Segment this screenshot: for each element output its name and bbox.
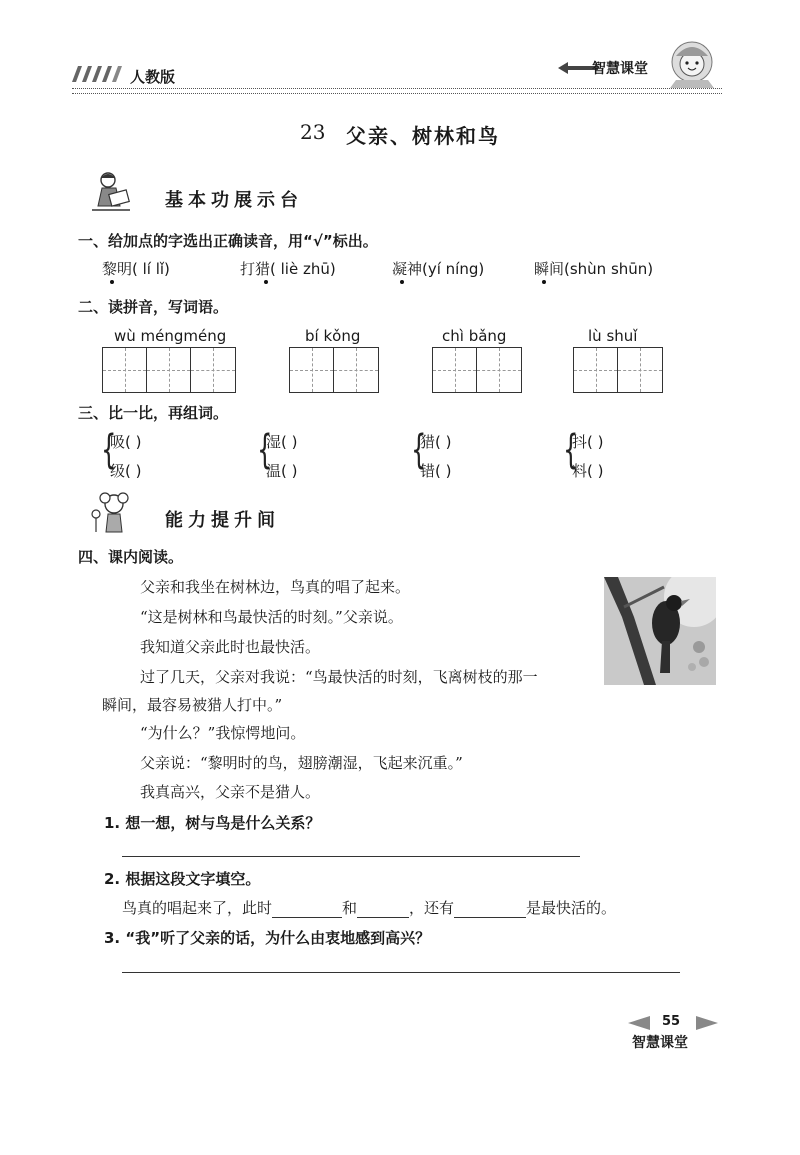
brace-symbol: { — [101, 427, 117, 473]
section-title-ability: 能力提升间 — [165, 510, 280, 531]
pronunciation-item[interactable]: 凝神(yí níng) — [392, 260, 485, 278]
compare-word[interactable]: 级( ) — [110, 462, 142, 480]
question-4-heading: 四、课内阅读。 — [78, 548, 184, 566]
emphasis-dot — [400, 280, 404, 284]
pronunciation-item[interactable]: 打猎( liè zhū) — [240, 260, 336, 278]
writing-grid[interactable] — [432, 347, 522, 393]
blank-3[interactable] — [454, 901, 526, 918]
student-reading-icon — [88, 170, 134, 216]
compare-word[interactable]: 抖( ) — [572, 433, 604, 451]
blank-2[interactable] — [357, 901, 409, 918]
pronunciation-item[interactable]: 黎明( lí lǐ) — [102, 260, 170, 278]
passage-line: 父亲和我坐在树林边，鸟真的唱了起来。 — [140, 578, 411, 596]
passage-line: “为什么？”我惊愕地问。 — [140, 724, 306, 742]
brace-symbol: { — [411, 427, 427, 473]
lesson-number: 23 — [300, 120, 326, 144]
answer-line-3[interactable] — [122, 972, 680, 973]
brand-title: 智慧课堂 — [592, 61, 648, 77]
passage-line: 过了几天，父亲对我说：“鸟最快活的时刻，飞离树枝的那一 — [140, 668, 538, 686]
question-2-heading: 二、读拼音，写词语。 — [78, 298, 229, 316]
fill-text: 鸟真的唱起来了，此时 — [122, 899, 273, 917]
compare-word[interactable]: 错( ) — [420, 462, 452, 480]
passage-line: 我真高兴，父亲不是猎人。 — [140, 783, 321, 801]
edition-label: 人教版 — [130, 68, 176, 86]
fill-text: ，还有 — [409, 899, 455, 917]
subquestion-3: 3. “我”听了父亲的话，为什么由衷地感到高兴？ — [104, 929, 431, 947]
compare-word[interactable]: 湿( ) — [266, 433, 298, 451]
fill-in-sentence — [122, 897, 616, 918]
bird-on-branch-photo — [604, 577, 716, 685]
blank-1[interactable] — [272, 901, 342, 918]
writing-grid[interactable] — [102, 347, 236, 393]
passage-line: 我知道父亲此时也最快活。 — [140, 638, 321, 656]
emphasis-dot — [542, 280, 546, 284]
answer-line-1[interactable] — [122, 856, 580, 857]
emphasis-dot — [110, 280, 114, 284]
passage-line: “这是树林和鸟最快活的时刻。”父亲说。 — [140, 608, 403, 626]
emphasis-dot — [264, 280, 268, 284]
compare-word[interactable]: 猎( ) — [420, 433, 452, 451]
subquestion-1: 1. 想一想，树与鸟是什么关系？ — [104, 814, 321, 832]
brace-symbol: { — [257, 427, 273, 473]
compare-word[interactable]: 料( ) — [572, 462, 604, 480]
cartoon-kid-icon — [662, 38, 722, 94]
writing-grid[interactable] — [289, 347, 379, 393]
pinyin-label: chì bǎng — [442, 327, 507, 345]
fill-text: 是最快活的。 — [526, 899, 617, 917]
compare-word[interactable]: 温( ) — [266, 462, 298, 480]
question-1-heading: 一、给加点的字选出正确读音，用“√”标出。 — [78, 232, 378, 250]
passage-line: 瞬间，最容易被猎人打中。” — [102, 696, 283, 714]
header-divider — [72, 93, 722, 94]
passage-line: 父亲说：“黎明时的鸟，翅膀潮湿，飞起来沉重。” — [140, 754, 463, 772]
header-stripes-decoration — [72, 66, 124, 82]
footer-brand: 智慧课堂 — [632, 1035, 688, 1051]
fill-text: 和 — [342, 899, 358, 917]
pinyin-label: wù méngméng — [114, 327, 227, 345]
brace-symbol: { — [563, 427, 579, 473]
compare-word[interactable]: 吸( ) — [110, 433, 142, 451]
girl-with-flower-icon — [88, 490, 134, 536]
writing-grid[interactable] — [573, 347, 663, 393]
subquestion-2: 2. 根据这段文字填空。 — [104, 870, 261, 888]
header-divider — [72, 88, 722, 89]
pronunciation-item[interactable]: 瞬间(shùn shūn) — [534, 260, 654, 278]
section-title-basic: 基本功展示台 — [165, 190, 303, 211]
pinyin-label: bí kǒng — [305, 327, 361, 345]
page-number: 55 — [662, 1014, 681, 1029]
pinyin-label: lù shuǐ — [588, 327, 638, 345]
lesson-title: 父亲、树林和鸟 — [346, 124, 500, 148]
question-3-heading: 三、比一比，再组词。 — [78, 404, 229, 422]
